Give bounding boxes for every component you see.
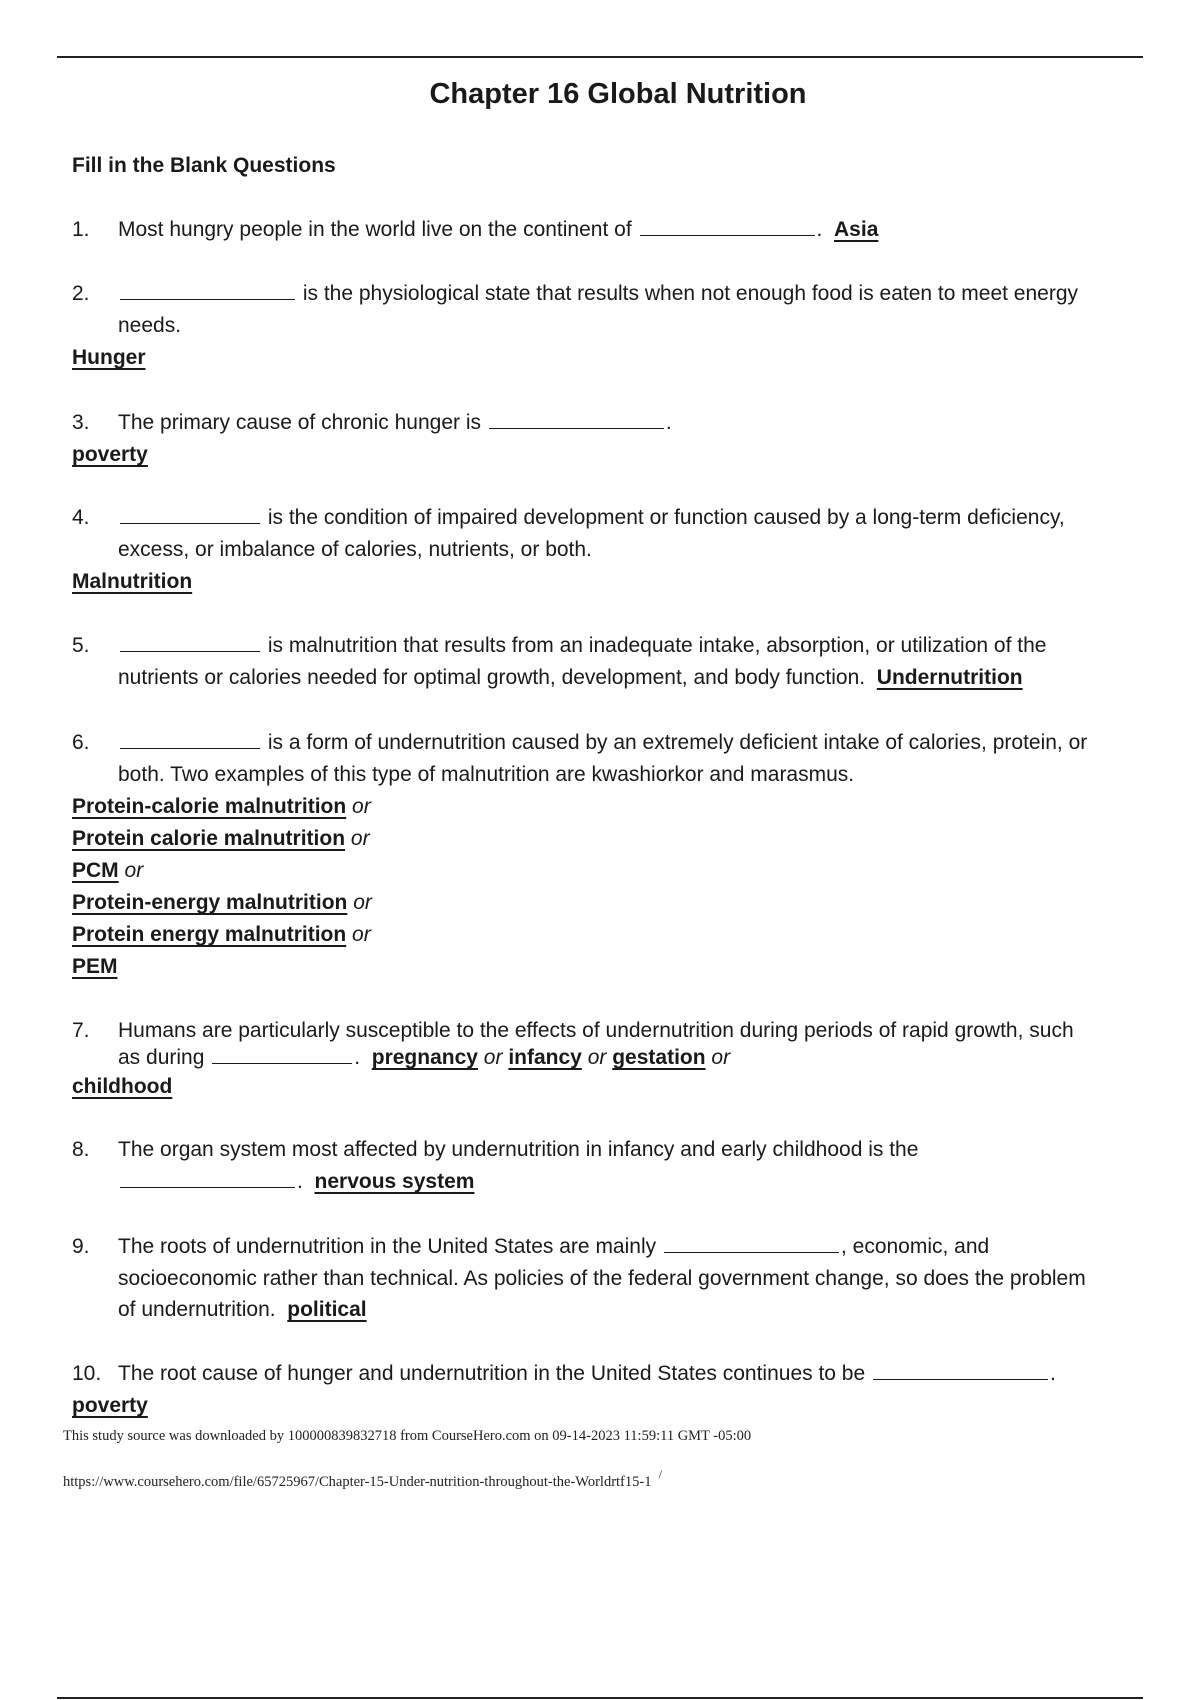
question-text: is the condition of impaired development or function caused by a long-term deficiency, bbox=[267, 506, 1065, 529]
page-title: Chapter 16 Global Nutrition bbox=[429, 78, 807, 110]
question-text-cont: nutrients or calories needed for optimal growth, development, and body function. bbox=[118, 666, 866, 689]
question-text: is the physiological state that results when not enough food is eaten to meet energy bbox=[302, 282, 1078, 305]
answer: childhood bbox=[72, 1075, 173, 1098]
answer: nervous system bbox=[314, 1170, 475, 1193]
answer: pregnancy bbox=[371, 1046, 478, 1069]
answer-blank bbox=[120, 279, 295, 300]
answer: Asia bbox=[834, 218, 879, 241]
question-text: The roots of undernutrition in the United States are mainly bbox=[118, 1235, 657, 1258]
answer-blank bbox=[120, 631, 260, 652]
answer: political bbox=[287, 1298, 367, 1321]
answer-blank bbox=[640, 215, 815, 236]
top-rule bbox=[57, 56, 1143, 58]
answer: PCM bbox=[72, 859, 119, 882]
question-number: 6. bbox=[72, 731, 90, 754]
question-text: Humans are particularly susceptible to the effects of undernutrition during periods of rapid growth, such bbox=[118, 1019, 1074, 1042]
question-text: is a form of undernutrition caused by an extremely deficient intake of calories, protein, or bbox=[267, 731, 1088, 754]
answer: Hunger bbox=[72, 346, 146, 369]
answer-blank bbox=[664, 1232, 839, 1253]
answer: infancy bbox=[508, 1046, 582, 1069]
download-notice: This study source was downloaded by 100000839832718 from CourseHero.com on 09-14-2023 11:59:11 GMT -05:00 bbox=[63, 1428, 752, 1444]
answer: Malnutrition bbox=[72, 570, 193, 593]
question-number: 7. bbox=[72, 1019, 90, 1042]
answer-blank bbox=[212, 1043, 352, 1064]
bottom-rule bbox=[57, 1697, 1143, 1699]
question-text-cont: excess, or imbalance of calories, nutrients, or both. bbox=[118, 538, 592, 561]
question-text-cont: both. Two examples of this type of malnutrition are kwashiorkor and marasmus. bbox=[118, 763, 855, 786]
question-number: 2. bbox=[72, 282, 90, 305]
question-number: 5. bbox=[72, 634, 90, 657]
question-number: 4. bbox=[72, 506, 90, 529]
question-number: 8. bbox=[72, 1138, 90, 1161]
answer: PEM bbox=[72, 955, 118, 978]
answer: Protein energy malnutrition bbox=[72, 923, 347, 946]
question-number: 3. bbox=[72, 411, 90, 434]
question-text: Most hungry people in the world live on the continent of bbox=[118, 218, 632, 241]
question-text: The organ system most affected by undernutrition in infancy and early childhood is the bbox=[118, 1138, 919, 1161]
answer: Protein-energy malnutrition bbox=[72, 891, 348, 914]
question-number: 1. bbox=[72, 218, 90, 241]
answer-blank bbox=[120, 503, 260, 524]
answer: poverty bbox=[72, 443, 148, 466]
source-url[interactable]: https://www.coursehero.com/file/65725967/Chapter-15-Under-nutrition-throughout-the-Worldrtf15-1 bbox=[63, 1474, 652, 1490]
section-heading: Fill in the Blank Questions bbox=[72, 154, 336, 177]
answer: Protein calorie malnutrition bbox=[72, 827, 346, 850]
question-number: 9. bbox=[72, 1235, 90, 1258]
question-text: The primary cause of chronic hunger is bbox=[118, 411, 481, 434]
answer: poverty bbox=[72, 1394, 148, 1417]
answer-blank bbox=[873, 1359, 1048, 1380]
question-text-cont: socioeconomic rather than technical. As policies of the federal government change, so does the problem bbox=[118, 1267, 1086, 1290]
answer: Protein-calorie malnutrition bbox=[72, 795, 347, 818]
footer-mark: / bbox=[658, 1467, 663, 1481]
answer-blank bbox=[120, 1167, 295, 1188]
answer: gestation bbox=[612, 1046, 706, 1069]
question-text-cont: needs. bbox=[118, 314, 182, 337]
question-text: is malnutrition that results from an inadequate intake, absorption, or utilization of the bbox=[267, 634, 1047, 657]
question-number: 10. bbox=[72, 1362, 102, 1385]
answer-blank bbox=[120, 728, 260, 749]
question-text: The root cause of hunger and undernutrition in the United States continues to be bbox=[118, 1362, 866, 1385]
answer: Undernutrition bbox=[876, 666, 1023, 689]
answer-blank bbox=[489, 408, 664, 429]
